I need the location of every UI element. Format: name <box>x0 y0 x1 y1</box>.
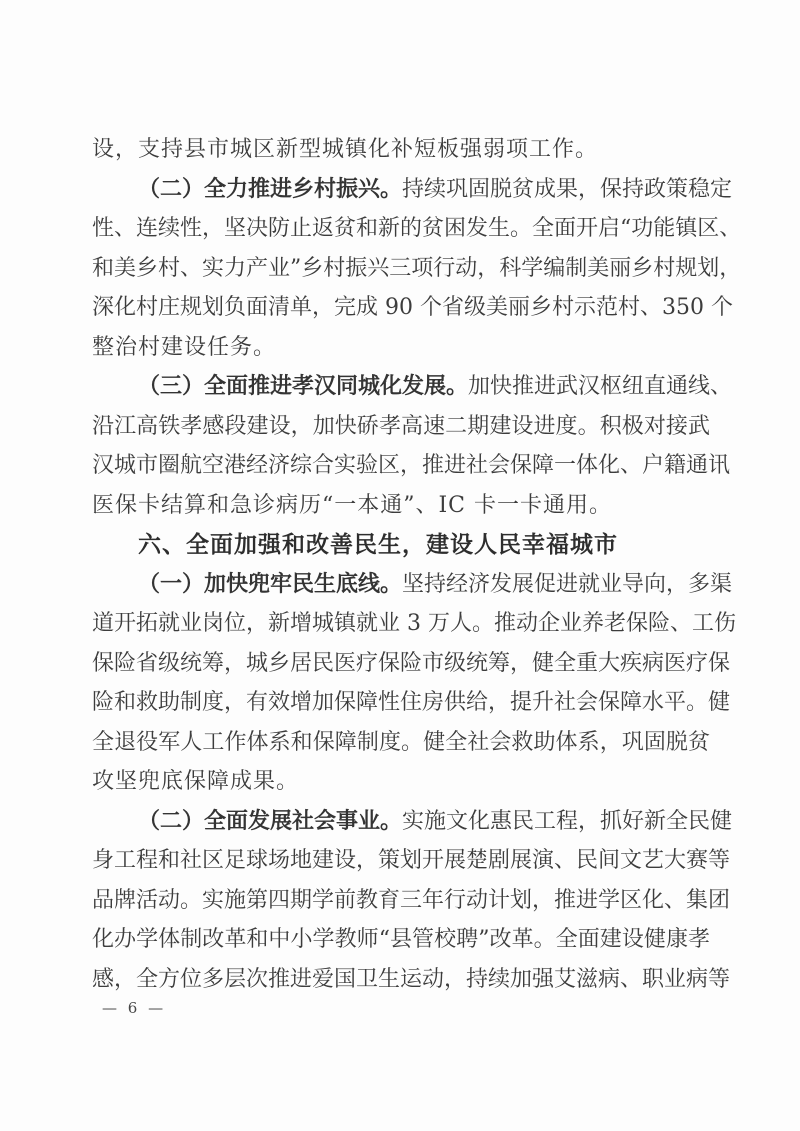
line-text: 加快推进武汉枢纽直通线、 <box>468 374 733 399</box>
text-line <box>92 683 731 723</box>
line-text: 道开拓就业岗位，新增城镇就业 3 万人。推动企业养老保险、工伤 <box>92 611 736 636</box>
text-line <box>92 367 733 407</box>
text-line <box>92 881 731 921</box>
text-line <box>92 328 710 368</box>
line-text: 医保卡结算和急诊病历“一本通”、IC 卡一卡通用。 <box>92 492 613 518</box>
text-line <box>92 644 731 684</box>
line-text: 攻坚兜底保障成果。 <box>92 769 300 794</box>
paragraph-lead: （一）加快兜牢民生底线。 <box>138 570 403 597</box>
text-line <box>92 762 710 802</box>
line-text: 全退役军人工作体系和保障制度。健全社会救助体系，巩固脱贫 <box>92 729 710 755</box>
line-text: 品牌活动。实施第四期学前教育三年行动计划，推进学区化、集团 <box>92 887 731 913</box>
document-body <box>92 130 742 999</box>
line-text: 设，支持县市城区新型城镇化补短板强弱项工作。 <box>92 137 599 162</box>
section-heading: 六、全面加强和改善民生，建设人民幸福城市 <box>138 531 618 557</box>
line-text: 汉城市圈航空港经济综合实验区，推进社会保障一体化、户籍通讯 <box>92 453 731 478</box>
line-text: 和美乡村、实力产业”乡村振兴三项行动，科学编制美丽乡村规划， <box>92 255 742 281</box>
paragraph-lead: （二）全力推进乡村振兴。 <box>138 175 403 202</box>
text-line <box>92 486 710 526</box>
paragraph-lead: （二）全面发展社会事业。 <box>138 807 403 834</box>
text-line <box>92 565 733 605</box>
line-text: 实施文化惠民工程，抓好新全民健 <box>402 808 733 834</box>
text-line <box>92 802 733 842</box>
text-line <box>92 446 731 486</box>
line-text: 险和救助制度，有效增加保障性住房供给，提升社会保障水平。健 <box>92 690 731 715</box>
text-line <box>92 170 733 210</box>
text-line <box>92 209 742 249</box>
line-text: 保险省级统筹，城乡居民医疗保险市级统筹，健全重大疾病医疗保 <box>92 650 731 676</box>
text-line <box>92 723 710 763</box>
text-line <box>92 288 733 328</box>
line-text: 持续巩固脱贫成果，保持政策稳定 <box>402 176 733 202</box>
line-text: 整治村建设任务。 <box>92 334 277 360</box>
page-number: — 6 — <box>102 999 167 1017</box>
line-text: 感，全方位多层次推进爱国卫生运动，持续加强艾滋病、职业病等 <box>92 966 731 992</box>
line-text: 身工程和社区足球场地建设，策划开展楚剧展演、民间文艺大赛等 <box>92 848 731 873</box>
text-line <box>92 604 736 644</box>
line-text: 沿江高铁孝感段建设，加快硚孝高速二期建设进度。积极对接武 <box>92 413 710 439</box>
text-line <box>92 130 710 170</box>
text-line <box>92 920 710 960</box>
line-text: 化办学体制改革和中小学教师“县管校聘”改革。全面建设健康孝 <box>92 927 710 952</box>
text-line <box>92 249 742 289</box>
text-line <box>92 841 731 881</box>
text-line <box>92 960 731 1000</box>
line-text: 坚持经济发展促进就业导向，多渠 <box>402 571 733 597</box>
line-text: 性、连续性，坚决防止返贫和新的贫困发生。全面开启“功能镇区、 <box>92 216 742 241</box>
text-line <box>92 407 710 447</box>
paragraph-lead: （三）全面推进孝汉同城化发展。 <box>138 373 469 399</box>
line-text: 深化村庄规划负面清单，完成 90 个省级美丽乡村示范村、350 个 <box>92 295 733 320</box>
